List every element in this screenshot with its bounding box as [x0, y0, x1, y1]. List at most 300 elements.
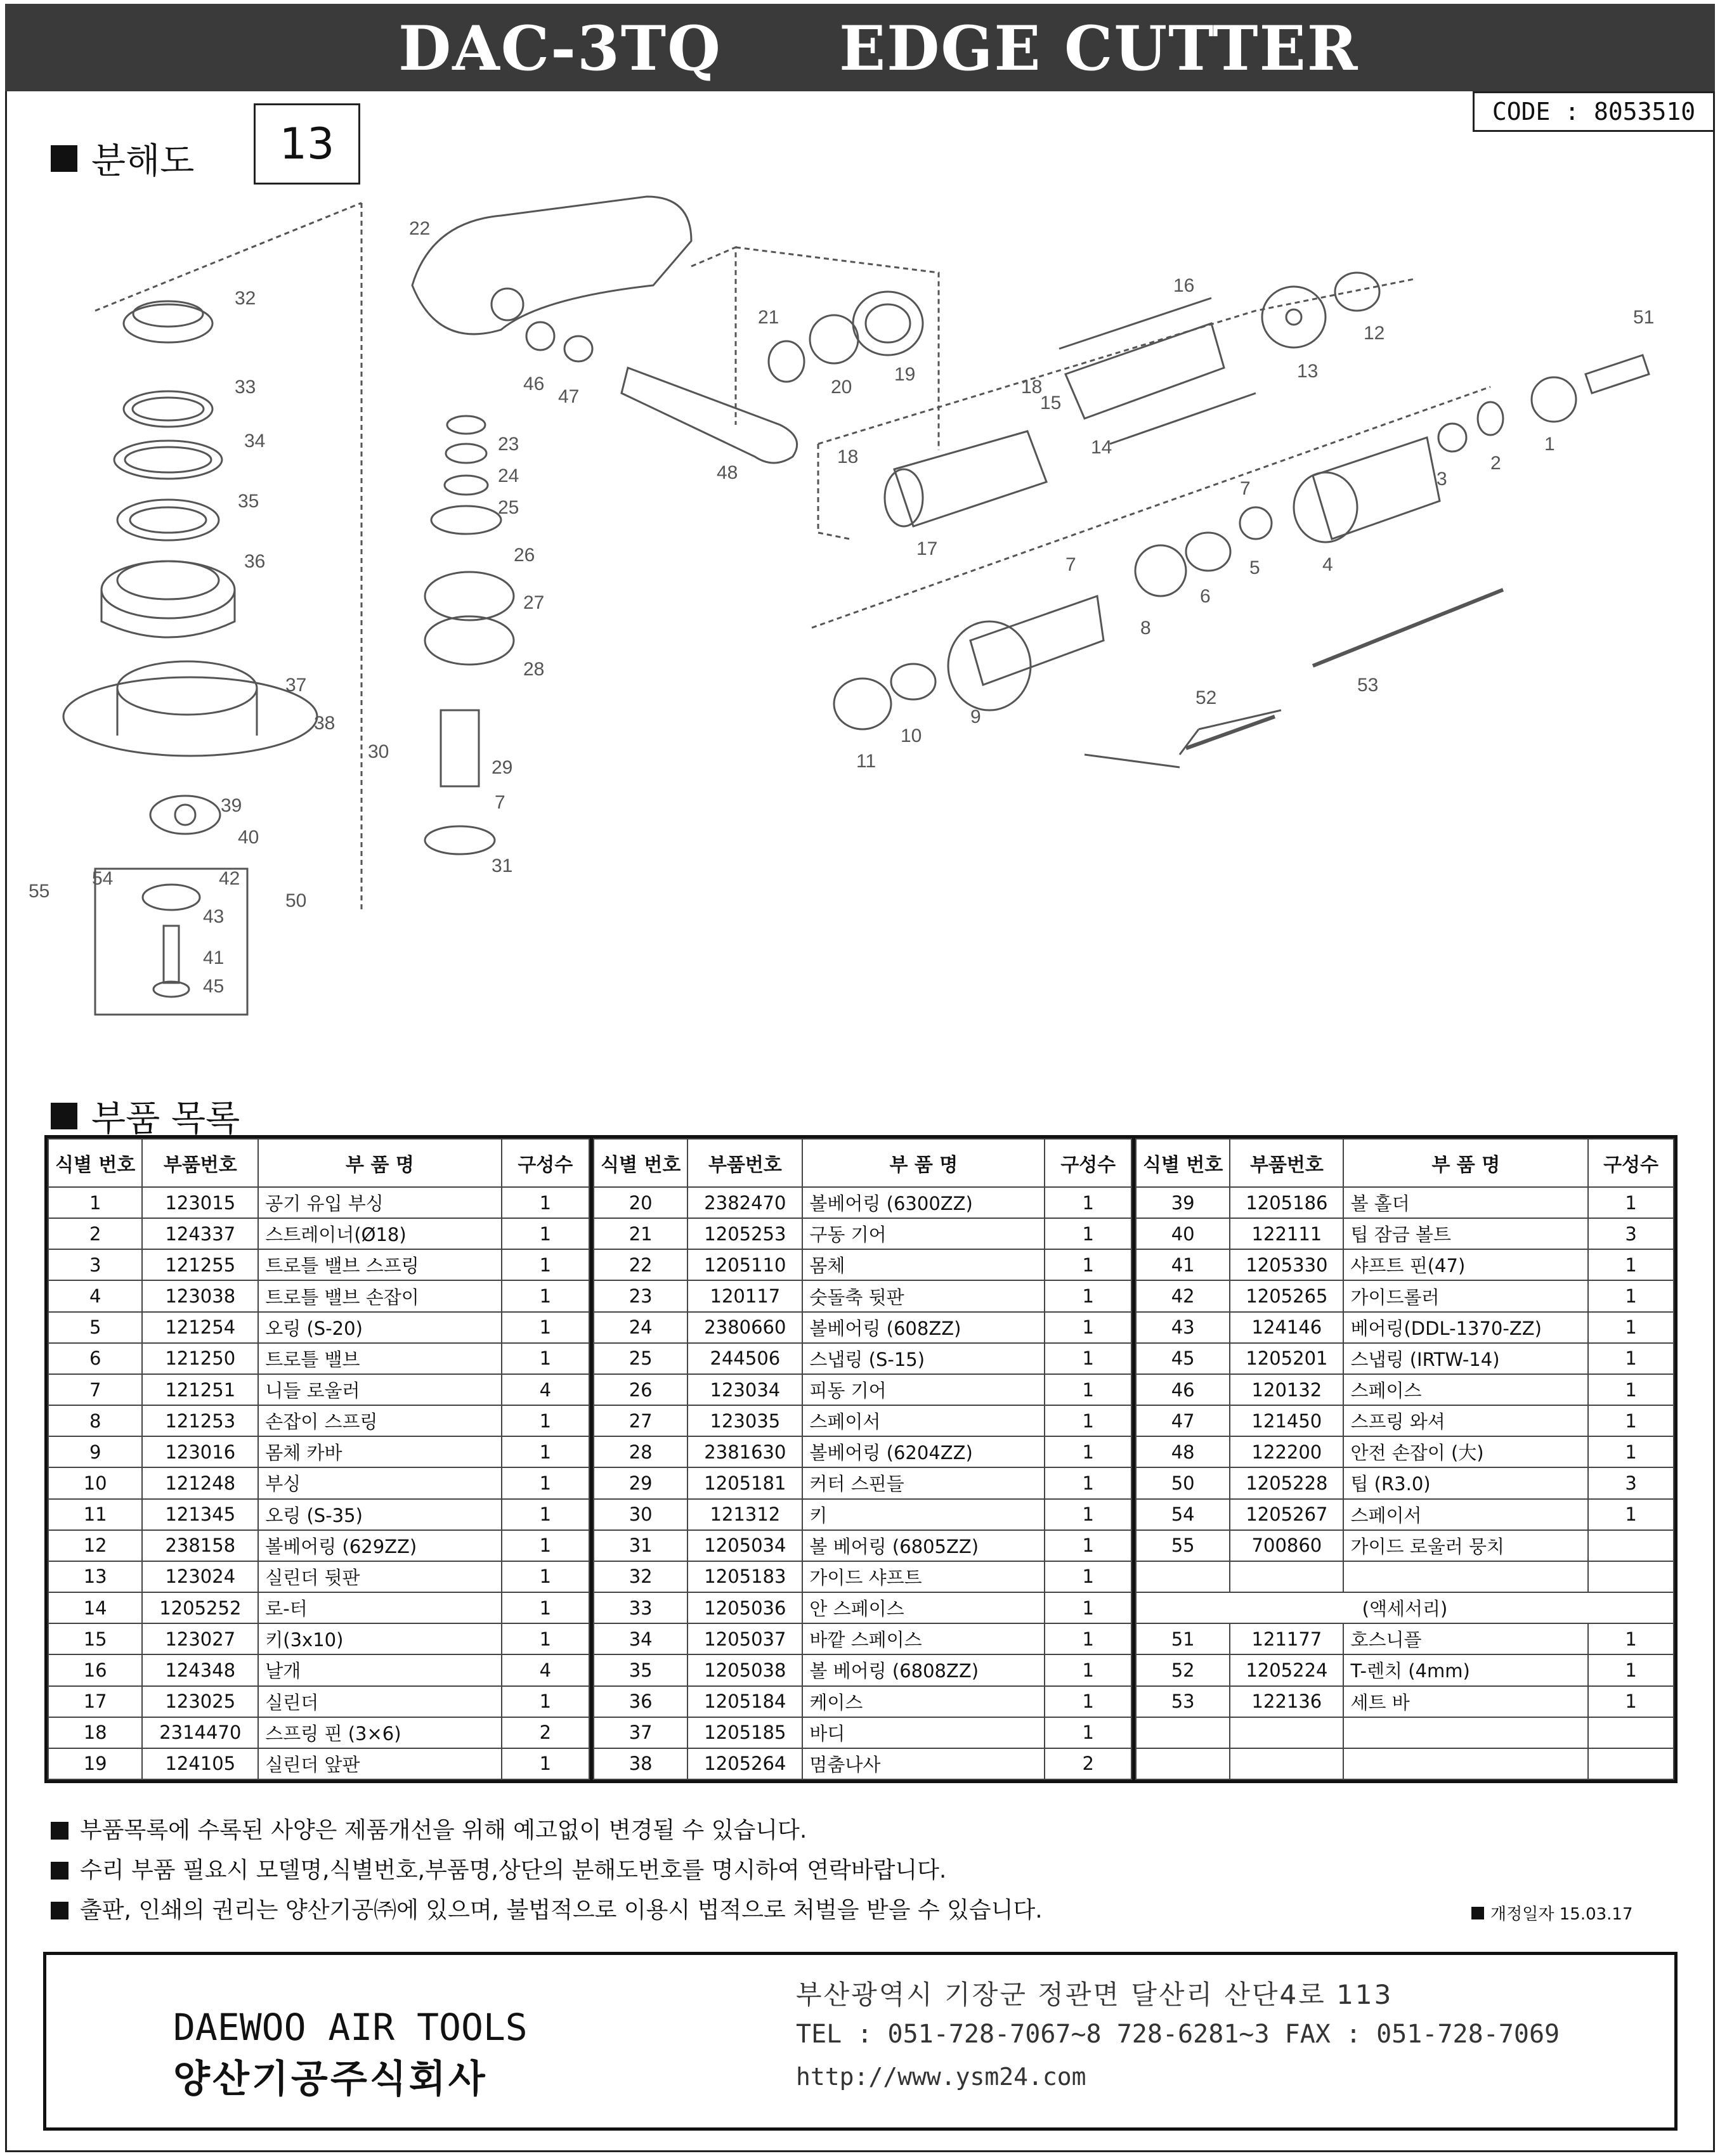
callout-48: 48 — [717, 462, 738, 483]
callout-51: 51 — [1633, 307, 1655, 328]
part-qty: 1 — [1588, 1280, 1674, 1311]
part-code: 121250 — [142, 1343, 258, 1374]
notes — [51, 1810, 1043, 1930]
diagram-number: 13 — [254, 103, 360, 185]
callout-29: 29 — [492, 757, 513, 778]
table-row — [48, 1218, 589, 1249]
col-name: 부 품 명 — [802, 1139, 1045, 1187]
part-qty: 1 — [502, 1748, 589, 1779]
company-address: 부산광역시 기장군 정관면 달산리 산단4로 113 — [796, 1979, 1393, 2010]
part-no: 3 — [48, 1249, 142, 1280]
part-name: 스페이서 — [802, 1405, 1045, 1436]
part-no: 30 — [594, 1499, 687, 1530]
part-code: 1205185 — [687, 1717, 802, 1748]
part-name: 실린더 — [258, 1686, 501, 1717]
table-row — [594, 1436, 1131, 1467]
part-qty: 1 — [1045, 1187, 1131, 1218]
part-no: 13 — [48, 1561, 142, 1592]
callout-52: 52 — [1196, 687, 1217, 708]
part-code: 1205201 — [1230, 1343, 1343, 1374]
part-name: 가이드 샤프트 — [802, 1561, 1045, 1592]
table-row — [48, 1249, 589, 1280]
table-row — [1136, 1623, 1674, 1654]
part-qty: 1 — [502, 1343, 589, 1374]
part-name: 트로틀 밸브 스프링 — [258, 1249, 501, 1280]
revision-date — [1471, 1901, 1633, 1925]
part-no: 8 — [48, 1405, 142, 1436]
square-bullet-icon — [51, 1103, 77, 1129]
product-code: CODE : 8053510 — [1473, 91, 1715, 132]
part-no: 15 — [48, 1623, 142, 1654]
part-name: 바깥 스페이스 — [802, 1623, 1045, 1654]
callout-39: 39 — [221, 795, 242, 816]
part-qty: 1 — [1588, 1686, 1674, 1717]
table-row — [48, 1436, 589, 1467]
part-no: 12 — [48, 1530, 142, 1561]
table-row — [48, 1623, 589, 1654]
callout-16: 16 — [1173, 275, 1195, 296]
table-row — [1136, 1467, 1674, 1498]
callout-22: 22 — [409, 218, 431, 239]
part-qty: 1 — [502, 1218, 589, 1249]
part-name: 호스니플 — [1343, 1623, 1588, 1654]
part-name: 부싱 — [258, 1467, 501, 1498]
callout-21: 21 — [758, 307, 779, 328]
part-qty: 1 — [1588, 1405, 1674, 1436]
callout-40: 40 — [238, 827, 259, 848]
company-website[interactable]: http://www.ysm24.com — [796, 2063, 1086, 2091]
table-row — [594, 1374, 1131, 1405]
part-name: 가이드롤러 — [1343, 1280, 1588, 1311]
callout-28: 28 — [523, 659, 545, 680]
part-qty: 1 — [1588, 1187, 1674, 1218]
part-code: 123016 — [142, 1436, 258, 1467]
callout-30: 30 — [368, 741, 389, 762]
part-no: 20 — [594, 1187, 687, 1218]
table-row — [48, 1312, 589, 1343]
part-name: 볼 베어링 (6805ZZ) — [802, 1530, 1045, 1561]
part-no: 40 — [1136, 1218, 1230, 1249]
square-bullet-icon — [51, 1862, 68, 1880]
part-name: 볼베어링 (608ZZ) — [802, 1312, 1045, 1343]
part-no: 2 — [48, 1218, 142, 1249]
part-code: 123038 — [142, 1280, 258, 1311]
callout-27: 27 — [523, 592, 545, 613]
callout-37: 37 — [285, 675, 307, 696]
table-row — [48, 1187, 589, 1218]
part-name: 키 — [802, 1499, 1045, 1530]
part-no: 16 — [48, 1654, 142, 1685]
callout-45: 45 — [203, 976, 225, 997]
part-name: 세트 바 — [1343, 1686, 1588, 1717]
table-row — [1136, 1654, 1674, 1685]
callout-34: 34 — [244, 431, 266, 451]
parts-heading-text: 부품 목록 — [91, 1098, 240, 1140]
part-code — [1230, 1748, 1343, 1779]
table-row — [594, 1249, 1131, 1280]
table-row — [1136, 1717, 1674, 1748]
square-bullet-icon — [51, 1822, 68, 1840]
part-qty: 1 — [1045, 1343, 1131, 1374]
part-no: 14 — [48, 1592, 142, 1623]
table-row — [594, 1717, 1131, 1748]
part-code: 121253 — [142, 1405, 258, 1436]
part-qty: 1 — [502, 1467, 589, 1498]
part-qty: 1 — [502, 1686, 589, 1717]
callout-1: 1 — [1544, 434, 1555, 455]
diagram-callouts — [29, 218, 1654, 997]
col-name: 부 품 명 — [258, 1139, 501, 1187]
callout-7a: 7 — [1240, 478, 1251, 499]
table-row — [1136, 1530, 1674, 1561]
callout-7c: 7 — [495, 792, 505, 813]
part-code: 2380660 — [687, 1312, 802, 1343]
table-row — [594, 1623, 1131, 1654]
col-qty: 구성수 — [502, 1139, 589, 1187]
part-name: 스프링 핀 (3×6) — [258, 1717, 501, 1748]
part-qty — [1588, 1717, 1674, 1748]
callout-43: 43 — [203, 906, 225, 927]
part-name: 베어링(DDL-1370-ZZ) — [1343, 1312, 1588, 1343]
part-no: 27 — [594, 1405, 687, 1436]
diagram-heading-text: 분해도 — [91, 141, 195, 182]
part-name: 몸체 카바 — [258, 1436, 501, 1467]
part-qty: 1 — [502, 1499, 589, 1530]
table-row — [1136, 1218, 1674, 1249]
part-qty: 1 — [502, 1280, 589, 1311]
product-title: EDGE CUTTER — [839, 13, 1359, 84]
part-qty: 1 — [1588, 1436, 1674, 1467]
company-name-en: DAEWOO AIR TOOLS — [173, 2006, 528, 2049]
part-no: 1 — [48, 1187, 142, 1218]
accessory-label: (액세서리) — [1136, 1592, 1674, 1623]
table-row — [48, 1686, 589, 1717]
callout-38: 38 — [314, 713, 336, 734]
callout-12: 12 — [1364, 323, 1385, 344]
part-name — [1343, 1717, 1588, 1748]
part-code: 1205037 — [687, 1623, 802, 1654]
part-no: 31 — [594, 1530, 687, 1561]
part-no: 28 — [594, 1436, 687, 1467]
part-code: 1205264 — [687, 1748, 802, 1779]
table-row — [594, 1654, 1131, 1685]
part-no: 10 — [48, 1467, 142, 1498]
part-qty: 1 — [1045, 1249, 1131, 1280]
part-qty: 1 — [1045, 1436, 1131, 1467]
table-row — [594, 1405, 1131, 1436]
company-phone: TEL : 051-728-7067~8 728-6281~3 FAX : 051-728-7069 — [796, 2020, 1560, 2049]
part-qty: 1 — [1045, 1654, 1131, 1685]
part-qty — [1588, 1530, 1674, 1561]
table-row — [1136, 1343, 1674, 1374]
part-name: 오링 (S-35) — [258, 1499, 501, 1530]
part-qty — [1588, 1561, 1674, 1592]
col-no: 식별 번호 — [1136, 1139, 1230, 1187]
part-qty: 1 — [1045, 1530, 1131, 1561]
table-row — [594, 1467, 1131, 1498]
part-qty: 2 — [502, 1717, 589, 1748]
part-no: 33 — [594, 1592, 687, 1623]
part-name: 스냅링 (S-15) — [802, 1343, 1045, 1374]
part-qty: 2 — [1045, 1748, 1131, 1779]
part-name: 키(3x10) — [258, 1623, 501, 1654]
part-qty: 1 — [1588, 1312, 1674, 1343]
part-qty: 1 — [1045, 1374, 1131, 1405]
part-name: 니들 로울러 — [258, 1374, 501, 1405]
table-row — [48, 1592, 589, 1623]
header-bar — [5, 4, 1715, 91]
part-no: 6 — [48, 1343, 142, 1374]
part-qty: 1 — [502, 1623, 589, 1654]
part-qty: 1 — [1045, 1561, 1131, 1592]
part-code: 1205186 — [1230, 1187, 1343, 1218]
part-name: 안 스페이스 — [802, 1592, 1045, 1623]
note-item: 수리 부품 필요시 모델명,식별번호,부품명,상단의 분해도번호를 명시하여 연락바랍니다. — [51, 1850, 1043, 1890]
table-row — [1136, 1374, 1674, 1405]
part-no — [1136, 1561, 1230, 1592]
parts-table-1 — [48, 1138, 590, 1780]
part-name: 피동 기어 — [802, 1374, 1045, 1405]
part-name: 스트레이너(Ø18) — [258, 1218, 501, 1249]
part-no: 36 — [594, 1686, 687, 1717]
table-row — [1136, 1405, 1674, 1436]
part-code: 124348 — [142, 1654, 258, 1685]
table-row — [48, 1467, 589, 1498]
part-code: 1205224 — [1230, 1654, 1343, 1685]
callout-4: 4 — [1322, 554, 1333, 575]
part-no: 5 — [48, 1312, 142, 1343]
part-code: 120117 — [687, 1280, 802, 1311]
part-name: 숫돌축 뒷판 — [802, 1280, 1045, 1311]
callout-2: 2 — [1490, 453, 1501, 474]
callout-15: 15 — [1040, 393, 1062, 413]
table-row — [594, 1343, 1131, 1374]
callout-41: 41 — [203, 947, 225, 968]
part-code: 123025 — [142, 1686, 258, 1717]
part-qty: 3 — [1588, 1218, 1674, 1249]
callout-23: 23 — [498, 434, 519, 455]
part-code — [1230, 1561, 1343, 1592]
part-name: 트로틀 밸브 — [258, 1343, 501, 1374]
part-code: 1205034 — [687, 1530, 802, 1561]
part-name: 케이스 — [802, 1686, 1045, 1717]
parts-list — [44, 1135, 1678, 1783]
table-row — [48, 1717, 589, 1748]
part-no: 32 — [594, 1561, 687, 1592]
part-no: 9 — [48, 1436, 142, 1467]
note-item: 출판, 인쇄의 권리는 양산기공㈜에 있으며, 불법적으로 이용시 법적으로 처벌을 받을 수 있습니다. — [51, 1890, 1043, 1930]
part-qty: 1 — [1588, 1623, 1674, 1654]
col-code: 부품번호 — [1230, 1139, 1343, 1187]
part-qty: 1 — [1045, 1499, 1131, 1530]
part-qty: 1 — [1045, 1686, 1131, 1717]
col-no: 식별 번호 — [594, 1139, 687, 1187]
part-no: 23 — [594, 1280, 687, 1311]
part-code: 123024 — [142, 1561, 258, 1592]
parts-table-3 — [1132, 1138, 1674, 1780]
callout-6: 6 — [1200, 586, 1211, 607]
callout-8: 8 — [1140, 618, 1151, 639]
part-name: 날개 — [258, 1654, 501, 1685]
part-name: 볼베어링 (6204ZZ) — [802, 1436, 1045, 1467]
part-no: 52 — [1136, 1654, 1230, 1685]
part-name: T-렌치 (4mm) — [1343, 1654, 1588, 1685]
table-row — [594, 1187, 1131, 1218]
col-code: 부품번호 — [687, 1139, 802, 1187]
part-qty: 1 — [502, 1436, 589, 1467]
table-row — [1136, 1561, 1674, 1592]
part-qty: 4 — [502, 1654, 589, 1685]
table-row — [1136, 1436, 1674, 1467]
part-name: 볼베어링 (6300ZZ) — [802, 1187, 1045, 1218]
table-row — [594, 1592, 1131, 1623]
callout-55: 55 — [29, 881, 50, 902]
part-name: 스냅링 (IRTW-14) — [1343, 1343, 1588, 1374]
callout-26: 26 — [514, 545, 535, 566]
part-no: 39 — [1136, 1187, 1230, 1218]
part-no: 47 — [1136, 1405, 1230, 1436]
part-code: 122200 — [1230, 1436, 1343, 1467]
part-name: 로-터 — [258, 1592, 501, 1623]
part-name: 구동 기어 — [802, 1218, 1045, 1249]
callout-33: 33 — [235, 377, 256, 398]
part-no — [1136, 1748, 1230, 1779]
table-row — [1136, 1686, 1674, 1717]
part-code: 244506 — [687, 1343, 802, 1374]
callout-25: 25 — [498, 497, 519, 518]
model-name: DAC-3TQ — [398, 13, 722, 84]
part-no: 50 — [1136, 1467, 1230, 1498]
part-code: 1205181 — [687, 1467, 802, 1498]
part-qty: 1 — [1045, 1312, 1131, 1343]
part-code: 1205036 — [687, 1592, 802, 1623]
part-code: 1205110 — [687, 1249, 802, 1280]
part-qty: 1 — [502, 1312, 589, 1343]
part-no: 43 — [1136, 1312, 1230, 1343]
table-row — [594, 1748, 1131, 1779]
table-row — [594, 1499, 1131, 1530]
table-row — [48, 1654, 589, 1685]
part-name: 안전 손잡이 (大) — [1343, 1436, 1588, 1467]
part-code: 1205252 — [142, 1592, 258, 1623]
part-qty: 1 — [502, 1405, 589, 1436]
part-qty: 1 — [1045, 1218, 1131, 1249]
col-name: 부 품 명 — [1343, 1139, 1588, 1187]
part-qty: 1 — [1045, 1592, 1131, 1623]
square-bullet-icon — [1471, 1907, 1484, 1919]
part-name: 볼 홀더 — [1343, 1187, 1588, 1218]
part-no: 53 — [1136, 1686, 1230, 1717]
part-qty: 4 — [502, 1374, 589, 1405]
part-code: 1205183 — [687, 1561, 802, 1592]
part-code: 2314470 — [142, 1717, 258, 1748]
part-qty: 1 — [1045, 1405, 1131, 1436]
part-name: 볼베어링 (629ZZ) — [258, 1530, 501, 1561]
table-row — [594, 1218, 1131, 1249]
table-row — [48, 1748, 589, 1779]
part-code: 121450 — [1230, 1405, 1343, 1436]
part-code: 120132 — [1230, 1374, 1343, 1405]
company-footer — [43, 1952, 1678, 2131]
part-qty: 1 — [1588, 1499, 1674, 1530]
table-row — [48, 1405, 589, 1436]
part-qty: 3 — [1588, 1467, 1674, 1498]
part-code: 2382470 — [687, 1187, 802, 1218]
part-qty: 1 — [1045, 1717, 1131, 1748]
part-code — [1230, 1717, 1343, 1748]
table-row — [48, 1280, 589, 1311]
part-name: 바디 — [802, 1717, 1045, 1748]
part-qty: 1 — [1588, 1374, 1674, 1405]
callout-50: 50 — [285, 890, 307, 911]
part-no: 19 — [48, 1748, 142, 1779]
part-no: 37 — [594, 1717, 687, 1748]
part-no: 35 — [594, 1654, 687, 1685]
callout-5: 5 — [1249, 557, 1260, 578]
part-name: 스프링 와셔 — [1343, 1405, 1588, 1436]
table-row — [48, 1343, 589, 1374]
callout-42: 42 — [219, 868, 240, 889]
part-name: 스페이스 — [1343, 1374, 1588, 1405]
part-code: 121254 — [142, 1312, 258, 1343]
part-name: 실린더 뒷판 — [258, 1561, 501, 1592]
part-code: 121251 — [142, 1374, 258, 1405]
callout-36: 36 — [244, 551, 266, 572]
part-no: 45 — [1136, 1343, 1230, 1374]
table-row — [1136, 1312, 1674, 1343]
part-name: 팁 (R3.0) — [1343, 1467, 1588, 1498]
table-row — [48, 1374, 589, 1405]
part-code: 1205267 — [1230, 1499, 1343, 1530]
square-bullet-icon — [51, 1902, 68, 1919]
callout-53: 53 — [1357, 675, 1379, 696]
note-item: 부품목록에 수록된 사양은 제품개선을 위해 예고없이 변경될 수 있습니다. — [51, 1810, 1043, 1850]
part-code: 121312 — [687, 1499, 802, 1530]
part-code: 122111 — [1230, 1218, 1343, 1249]
table-row — [1136, 1280, 1674, 1311]
callout-14: 14 — [1091, 437, 1112, 458]
callout-19: 19 — [894, 364, 916, 385]
part-qty: 1 — [1045, 1467, 1131, 1498]
revision-text: 개정일자 15.03.17 — [1490, 1905, 1633, 1924]
part-qty: 1 — [1588, 1343, 1674, 1374]
part-no: 21 — [594, 1218, 687, 1249]
part-name: 스페이서 — [1343, 1499, 1588, 1530]
callout-35: 35 — [238, 491, 259, 512]
callout-46: 46 — [523, 373, 545, 394]
part-code: 1205228 — [1230, 1467, 1343, 1498]
table-row — [594, 1561, 1131, 1592]
part-code: 1205038 — [687, 1654, 802, 1685]
part-code: 124105 — [142, 1748, 258, 1779]
table-row — [1136, 1249, 1674, 1280]
part-no: 11 — [48, 1499, 142, 1530]
part-code: 238158 — [142, 1530, 258, 1561]
callout-54: 54 — [92, 868, 114, 889]
part-code: 1205330 — [1230, 1249, 1343, 1280]
part-code: 2381630 — [687, 1436, 802, 1467]
part-no: 18 — [48, 1717, 142, 1748]
callout-3: 3 — [1437, 469, 1447, 490]
company-name-ko: 양산기공주식회사 — [173, 2057, 488, 2101]
part-no: 54 — [1136, 1499, 1230, 1530]
part-code: 121255 — [142, 1249, 258, 1280]
part-name: 공기 유입 부싱 — [258, 1187, 501, 1218]
part-code: 124146 — [1230, 1312, 1343, 1343]
part-no — [1136, 1717, 1230, 1748]
part-no: 17 — [48, 1686, 142, 1717]
part-qty: 1 — [1045, 1280, 1131, 1311]
